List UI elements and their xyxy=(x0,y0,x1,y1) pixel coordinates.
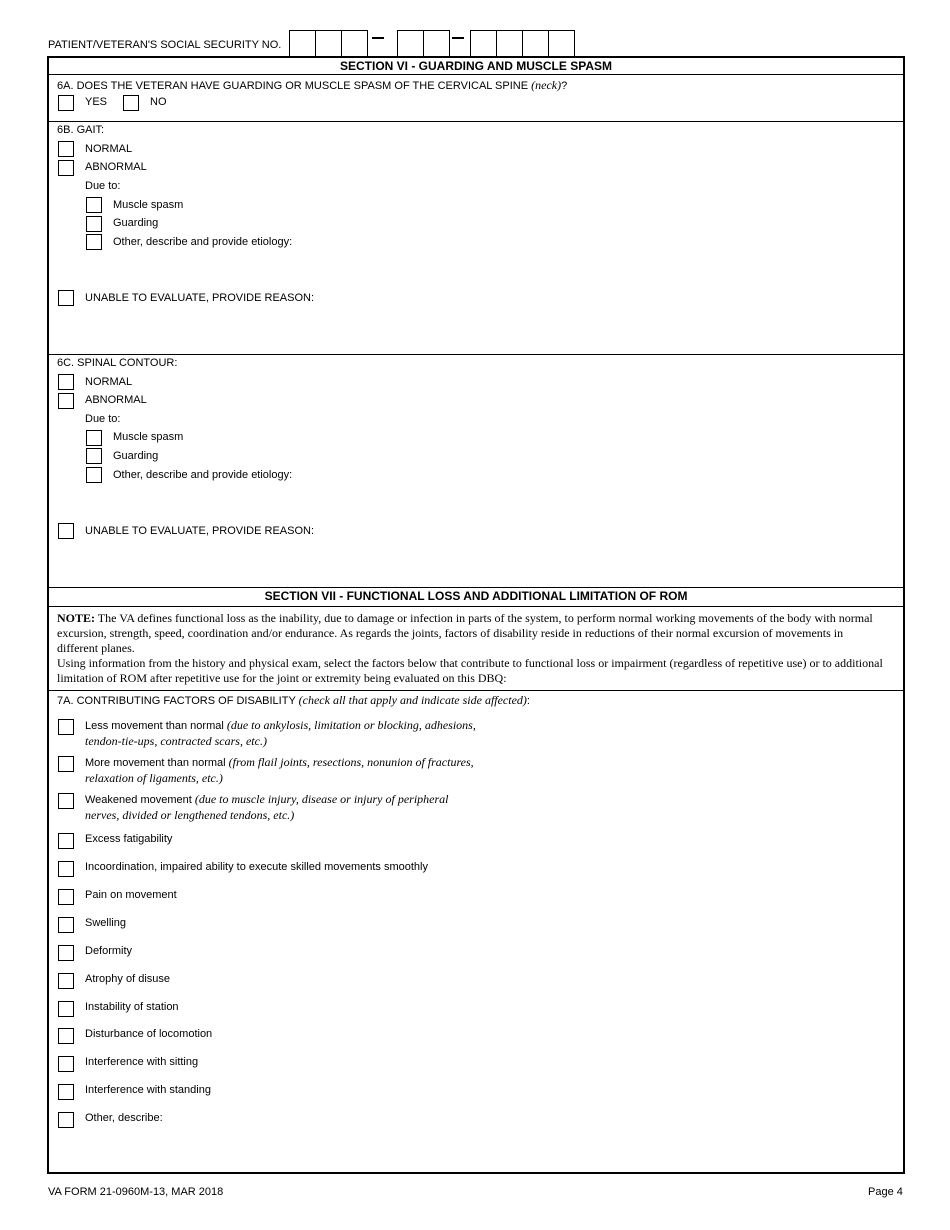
q7a-factor-checkbox[interactable] xyxy=(58,833,74,849)
q7a-factor-checkbox[interactable] xyxy=(58,756,74,772)
q7a-factor-checkbox[interactable] xyxy=(58,719,74,735)
q6c-normal-label: NORMAL xyxy=(85,376,133,388)
section-vii-note: NOTE: The VA defines functional loss as the inability, due to damage or infection in parts of the system, to perform normal working movements of the body with normal excursion, strength, speed, coordination and/or endurance. As regards the joints, factors of disability reside in reductions of their normal excursion of movements in different planes. Using information from the history and physical exam, select the factors below that contribute to functional loss or impairment (regardless of repetitive use) or to additional limitation of ROM after repetitive use for the joint or extremity being evaluated on this DBQ: xyxy=(57,611,883,685)
q6b-unable-checkbox[interactable] xyxy=(58,290,74,306)
q6b-guarding-checkbox[interactable] xyxy=(86,216,102,232)
q7a-factor-label: Interference with standing xyxy=(85,1084,211,1096)
q6b-normal-label: NORMAL xyxy=(85,143,133,155)
divider xyxy=(49,690,903,691)
q6b-guarding-label: Guarding xyxy=(113,217,159,229)
divider xyxy=(49,606,903,607)
q7a-factor-label: Pain on movement xyxy=(85,889,177,901)
q6b-unable-label: UNABLE TO EVALUATE, PROVIDE REASON: xyxy=(85,292,315,304)
q7a-factor-checkbox[interactable] xyxy=(58,1112,74,1128)
q7a-factor-checkbox[interactable] xyxy=(58,1001,74,1017)
ssn-label: PATIENT/VETERAN'S SOCIAL SECURITY NO. xyxy=(48,39,282,51)
q6c-guarding-label: Guarding xyxy=(113,450,159,462)
q7a-factor-checkbox[interactable] xyxy=(58,973,74,989)
q6b-muscle-spasm-label: Muscle spasm xyxy=(113,199,184,211)
q7a-factor-checkbox[interactable] xyxy=(58,1028,74,1044)
q7a-factor-label: Swelling xyxy=(85,917,126,929)
q6b-muscle-spasm-checkbox[interactable] xyxy=(86,197,102,213)
q6b-other-label: Other, describe and provide etiology: xyxy=(113,236,293,248)
q7a-factor-checkbox[interactable] xyxy=(58,945,74,961)
q6c-muscle-spasm-checkbox[interactable] xyxy=(86,430,102,446)
q6c-unable-label: UNABLE TO EVALUATE, PROVIDE REASON: xyxy=(85,525,315,537)
q6c-other-label: Other, describe and provide etiology: xyxy=(113,469,293,481)
q6c-unable-checkbox[interactable] xyxy=(58,523,74,539)
q7a-factor-checkbox[interactable] xyxy=(58,889,74,905)
q7a-factor-label: Less movement than normal (due to ankylosis, limitation or blocking, adhesions, tendon-tie-ups, contracted scars, etc.) xyxy=(85,718,476,748)
q7a-factor-label: Deformity xyxy=(85,945,133,957)
q6b-abnormal-label: ABNORMAL xyxy=(85,161,147,173)
q7a-factor-label: More movement than normal (from flail joints, resections, nonunion of fractures, relaxation of ligaments, etc.) xyxy=(85,755,474,785)
q6a-yes-checkbox[interactable] xyxy=(58,95,74,111)
q7a-factor-label: Disturbance of locomotion xyxy=(85,1028,213,1040)
q7a-label: 7A. CONTRIBUTING FACTORS OF DISABILITY (check all that apply and indicate side affected): xyxy=(57,693,530,707)
q6b-due-to-label: Due to: xyxy=(85,180,121,192)
q6c-other-checkbox[interactable] xyxy=(86,467,102,483)
q6a-no-label: NO xyxy=(150,96,167,108)
q7a-factor-checkbox[interactable] xyxy=(58,1056,74,1072)
form-id: VA FORM 21-0960M-13, MAR 2018 xyxy=(48,1186,224,1198)
divider xyxy=(49,121,903,122)
q6b-abnormal-checkbox[interactable] xyxy=(58,160,74,176)
q6c-muscle-spasm-label: Muscle spasm xyxy=(113,431,184,443)
form-frame xyxy=(47,56,905,1174)
q7a-factor-label: Instability of station xyxy=(85,1001,179,1013)
q7a-factor-checkbox[interactable] xyxy=(58,1084,74,1100)
q7a-factor-label: Incoordination, impaired ability to execute skilled movements smoothly xyxy=(85,861,428,873)
q6a-no-checkbox[interactable] xyxy=(123,95,139,111)
section-vii-title: SECTION VII - FUNCTIONAL LOSS AND ADDITIONAL LIMITATION OF ROM xyxy=(264,589,688,603)
q6c-abnormal-checkbox[interactable] xyxy=(58,393,74,409)
page-number: Page 4 xyxy=(868,1186,903,1198)
q6c-normal-checkbox[interactable] xyxy=(58,374,74,390)
q6b-other-checkbox[interactable] xyxy=(86,234,102,250)
q6b-normal-checkbox[interactable] xyxy=(58,141,74,157)
q7a-factor-checkbox[interactable] xyxy=(58,861,74,877)
q6c-guarding-checkbox[interactable] xyxy=(86,448,102,464)
q6c-due-to-label: Due to: xyxy=(85,413,121,425)
q7a-factor-checkbox[interactable] xyxy=(58,793,74,809)
divider xyxy=(49,74,903,75)
q6c-label: 6C. SPINAL CONTOUR: xyxy=(57,357,178,369)
q6a-yes-label: YES xyxy=(85,96,108,108)
divider xyxy=(49,354,903,355)
divider xyxy=(49,587,903,588)
q7a-factor-label: Weakened movement (due to muscle injury, disease or injury of peripheral nerves, divided or lengthened tendons, etc.) xyxy=(85,792,449,822)
q6c-abnormal-label: ABNORMAL xyxy=(85,394,147,406)
ssn-dash xyxy=(452,37,464,39)
section-vi-title: SECTION VI - GUARDING AND MUSCLE SPASM xyxy=(339,59,612,73)
ssn-field-part2[interactable] xyxy=(397,30,450,57)
q7a-factor-label: Other, describe: xyxy=(85,1112,163,1124)
ssn-field-part1[interactable] xyxy=(289,30,368,57)
ssn-dash xyxy=(372,37,384,39)
q7a-factor-label: Excess fatigability xyxy=(85,833,173,845)
q7a-factor-label: Atrophy of disuse xyxy=(85,973,170,985)
ssn-field-part3[interactable] xyxy=(470,30,575,57)
q6a-label: 6A. DOES THE VETERAN HAVE GUARDING OR MUSCLE SPASM OF THE CERVICAL SPINE (neck)? xyxy=(57,78,568,92)
q6b-label: 6B. GAIT: xyxy=(57,124,105,136)
q7a-factor-label: Interference with sitting xyxy=(85,1056,199,1068)
q7a-factor-checkbox[interactable] xyxy=(58,917,74,933)
